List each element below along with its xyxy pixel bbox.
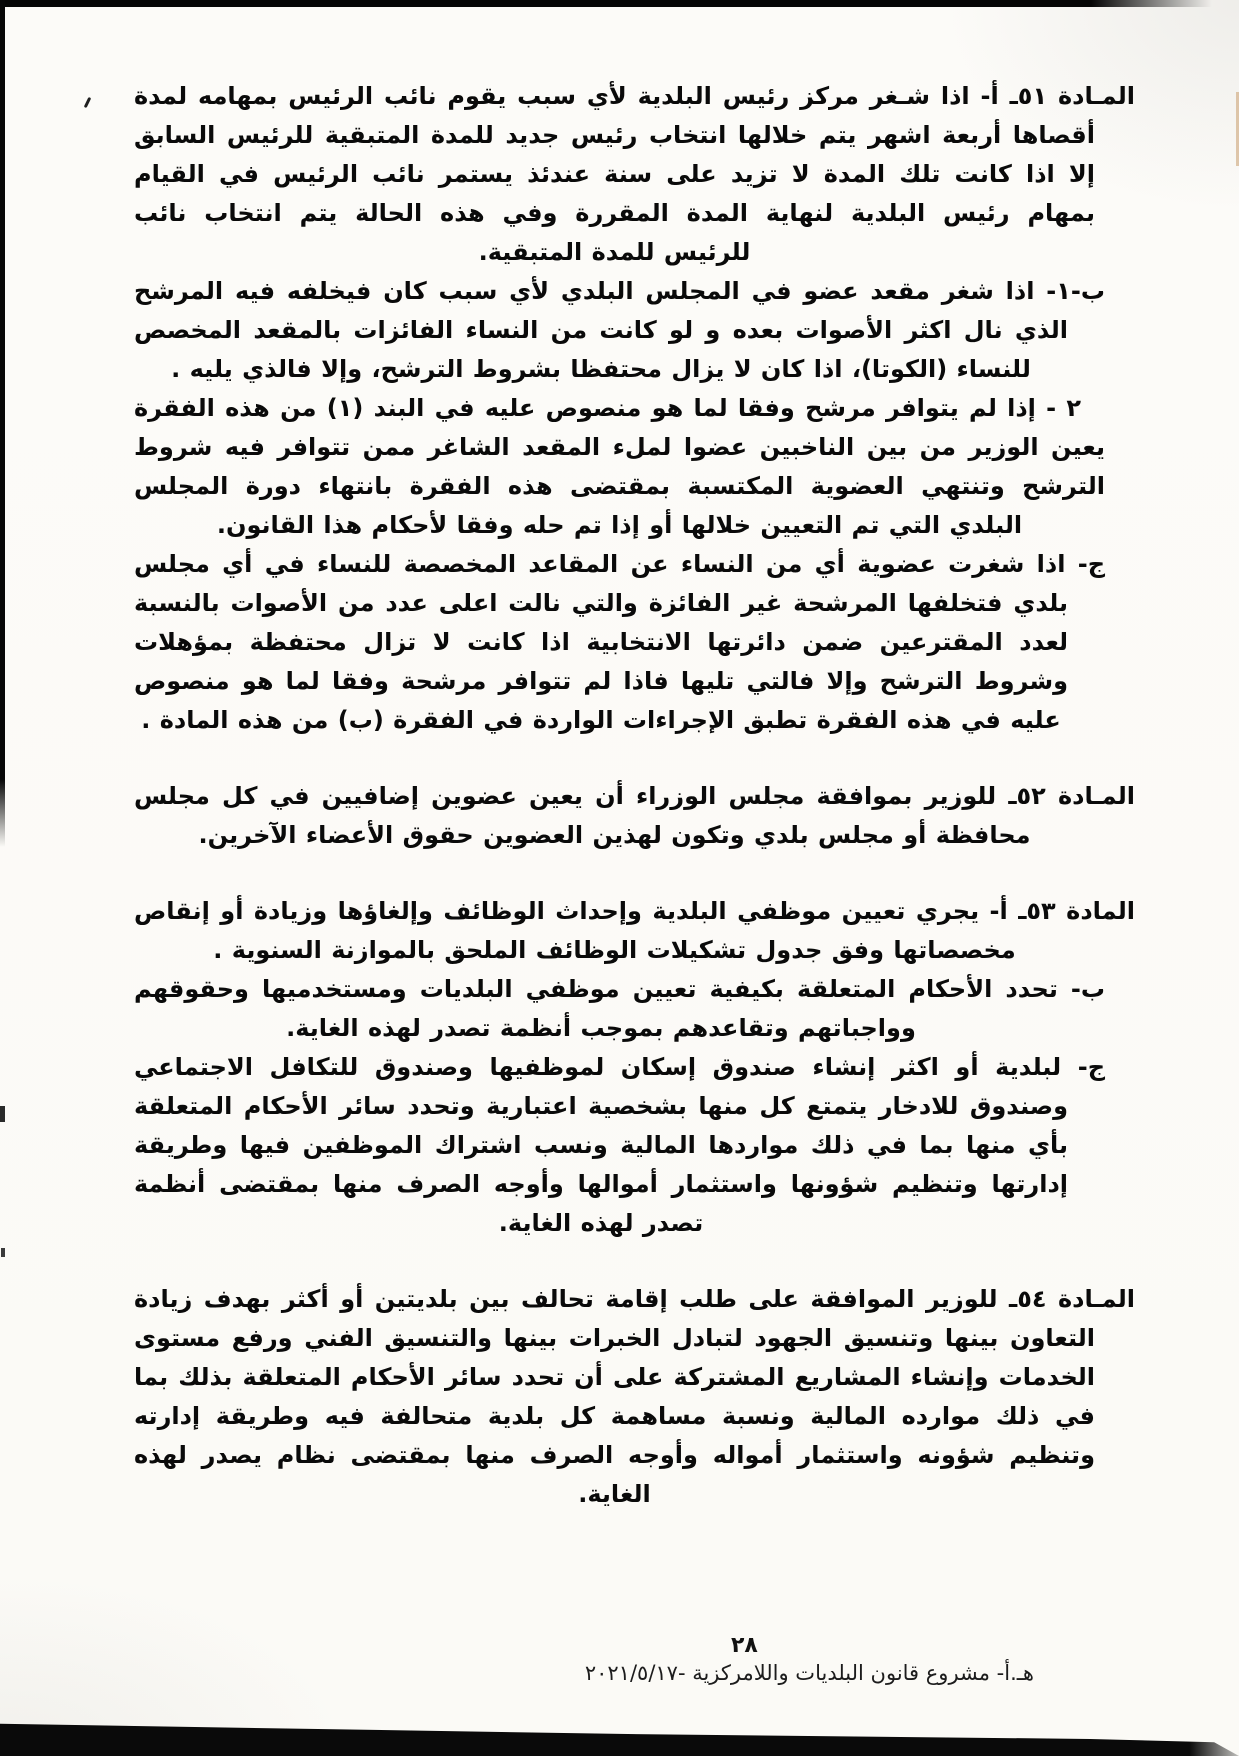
article-51: [134, 77, 1135, 740]
scan-edge-bottom: [0, 1710, 1239, 1756]
article-53-paragraph: ج- لبلدية أو اكثر إنشاء صندوق إسكان لموظفيها وصندوق للتكافل الاجتماعي وصندوق للادخار يتمتع كل منها بشخصية اعتبارية وتحدد سائر الأحكام المتعلقة بأي منها بما في ذلك مواردها المالية ونسب اشتراك الموظفين فيها وطريقة إدارتها وتنظيم شؤونها واستثمار أموالها وأوجه الصرف منها بمقتضى أنظمة تصدر لهذه الغاية.: [134, 1053, 1105, 1237]
article-53-paragraph: المادة ٥٣ـ أ- يجري تعيين موظفي البلدية وإحداث الوظائف وإلغاؤها وزيادة أو إنقاص مخصصاتها وفق جدول تشكيلات الوظائف الملحق بالموازنة السنوية .: [134, 897, 1135, 964]
page-number: ٢٨: [731, 1633, 758, 1658]
scan-edge-top: [0, 0, 1212, 7]
article-51-paragraph: المـادة ٥١ـ أ- اذا شـغر مركز رئيس البلدية لأي سبب يقوم نائب الرئيس بمهامه لمدة أقصاها أربعة اشهر يتم خلالها انتخاب رئيس جديد للمدة المتبقية للرئيس السابق إلا اذا كانت تلك المدة لا تزيد على سنة عندئذ يستمر نائب الرئيس في القيام بمهام رئيس البلدية لنهاية المدة المقررة وفي هذه الحالة يتم انتخاب نائب للرئيس للمدة المتبقية.: [134, 82, 1135, 266]
scan-speck: [1, 1248, 5, 1257]
footer-note: هـ.أ- مشروع قانون البلديات واللامركزية -٢٠٢١/٥/١٧: [584, 1661, 1034, 1685]
scan-tick-mark: [84, 97, 92, 108]
article-54: [134, 1280, 1135, 1514]
article-51-paragraph: ج- اذا شغرت عضوية أي من النساء عن المقاعد المخصصة للنساء في أي مجلس بلدي فتخلفها المرشحة غير الفائزة والتي نالت اعلى عدد من الأصوات بالنسبة لعدد المقترعين ضمن دائرتها الانتخابية اذا كانت لا تزال محتفظة بمؤهلات وشروط الترشح وإلا فالتي تليها فاذا لم تتوافر مرشحة وفقا لما هو منصوص عليه في هذه الفقرة تطبق الإجراءات الواردة في الفقرة (ب) من هذه المادة .: [134, 550, 1105, 734]
scan-edge-left: [0, 0, 5, 847]
article-52: [134, 777, 1135, 855]
scan-speck: [0, 1106, 5, 1122]
article-51-paragraph: ٢ - إذا لم يتوافر مرشح وفقا لما هو منصوص عليه في البند (١) من هذه الفقرة يعين الوزير من بين الناخبين عضوا لملء المقعد الشاغر ممن تتوافر فيه شروط الترشح وتنتهي العضوية المكتسبة بمقتضى هذه الفقرة بانتهاء دورة المجلس البلدي التي تم التعيين خلالها أو إذا تم حله وفقا لأحكام هذا القانون.: [134, 394, 1105, 539]
document-body: [134, 77, 1135, 1514]
article-52-paragraph: المـادة ٥٢ـ للوزير بموافقة مجلس الوزراء أن يعين عضوين إضافيين في كل مجلس محافظة أو مجلس بلدي وتكون لهذين العضوين حقوق الأعضاء الآخرين.: [134, 782, 1135, 849]
article-54-paragraph: المـادة ٥٤ـ للوزير الموافقة على طلب إقامة تحالف بين بلديتين أو أكثر بهدف زيادة التعاون بينها وتنسيق الجهود لتبادل الخبرات بينها والتنسيق الفني ورفع مستوى الخدمات وإنشاء المشاريع المشتركة على أن تحدد سائر الأحكام المتعلقة بذلك بما في ذلك موارده المالية ونسبة مساهمة كل بلدية متحالفة فيه وطريقة إدارته وتنظيم شؤونه واستثمار أمواله وأوجه الصرف منها بمقتضى نظام يصدر لهذه الغاية.: [134, 1285, 1135, 1508]
article-53: [134, 892, 1135, 1243]
article-51-paragraph: ب-١- اذا شغر مقعد عضو في المجلس البلدي لأي سبب كان فيخلفه فيه المرشح الذي نال اكثر الأصوات بعده و لو كانت من النساء الفائزات بالمقعد المخصص للنساء (الكوتا)، اذا كان لا يزال محتفظا بشروط الترشح، وإلا فالذي يليه .: [134, 277, 1105, 383]
article-53-paragraph: ب- تحدد الأحكام المتعلقة بكيفية تعيين موظفي البلديات ومستخدميها وحقوقهم وواجباتهم وتقاعدهم بموجب أنظمة تصدر لهذه الغاية.: [134, 975, 1105, 1042]
